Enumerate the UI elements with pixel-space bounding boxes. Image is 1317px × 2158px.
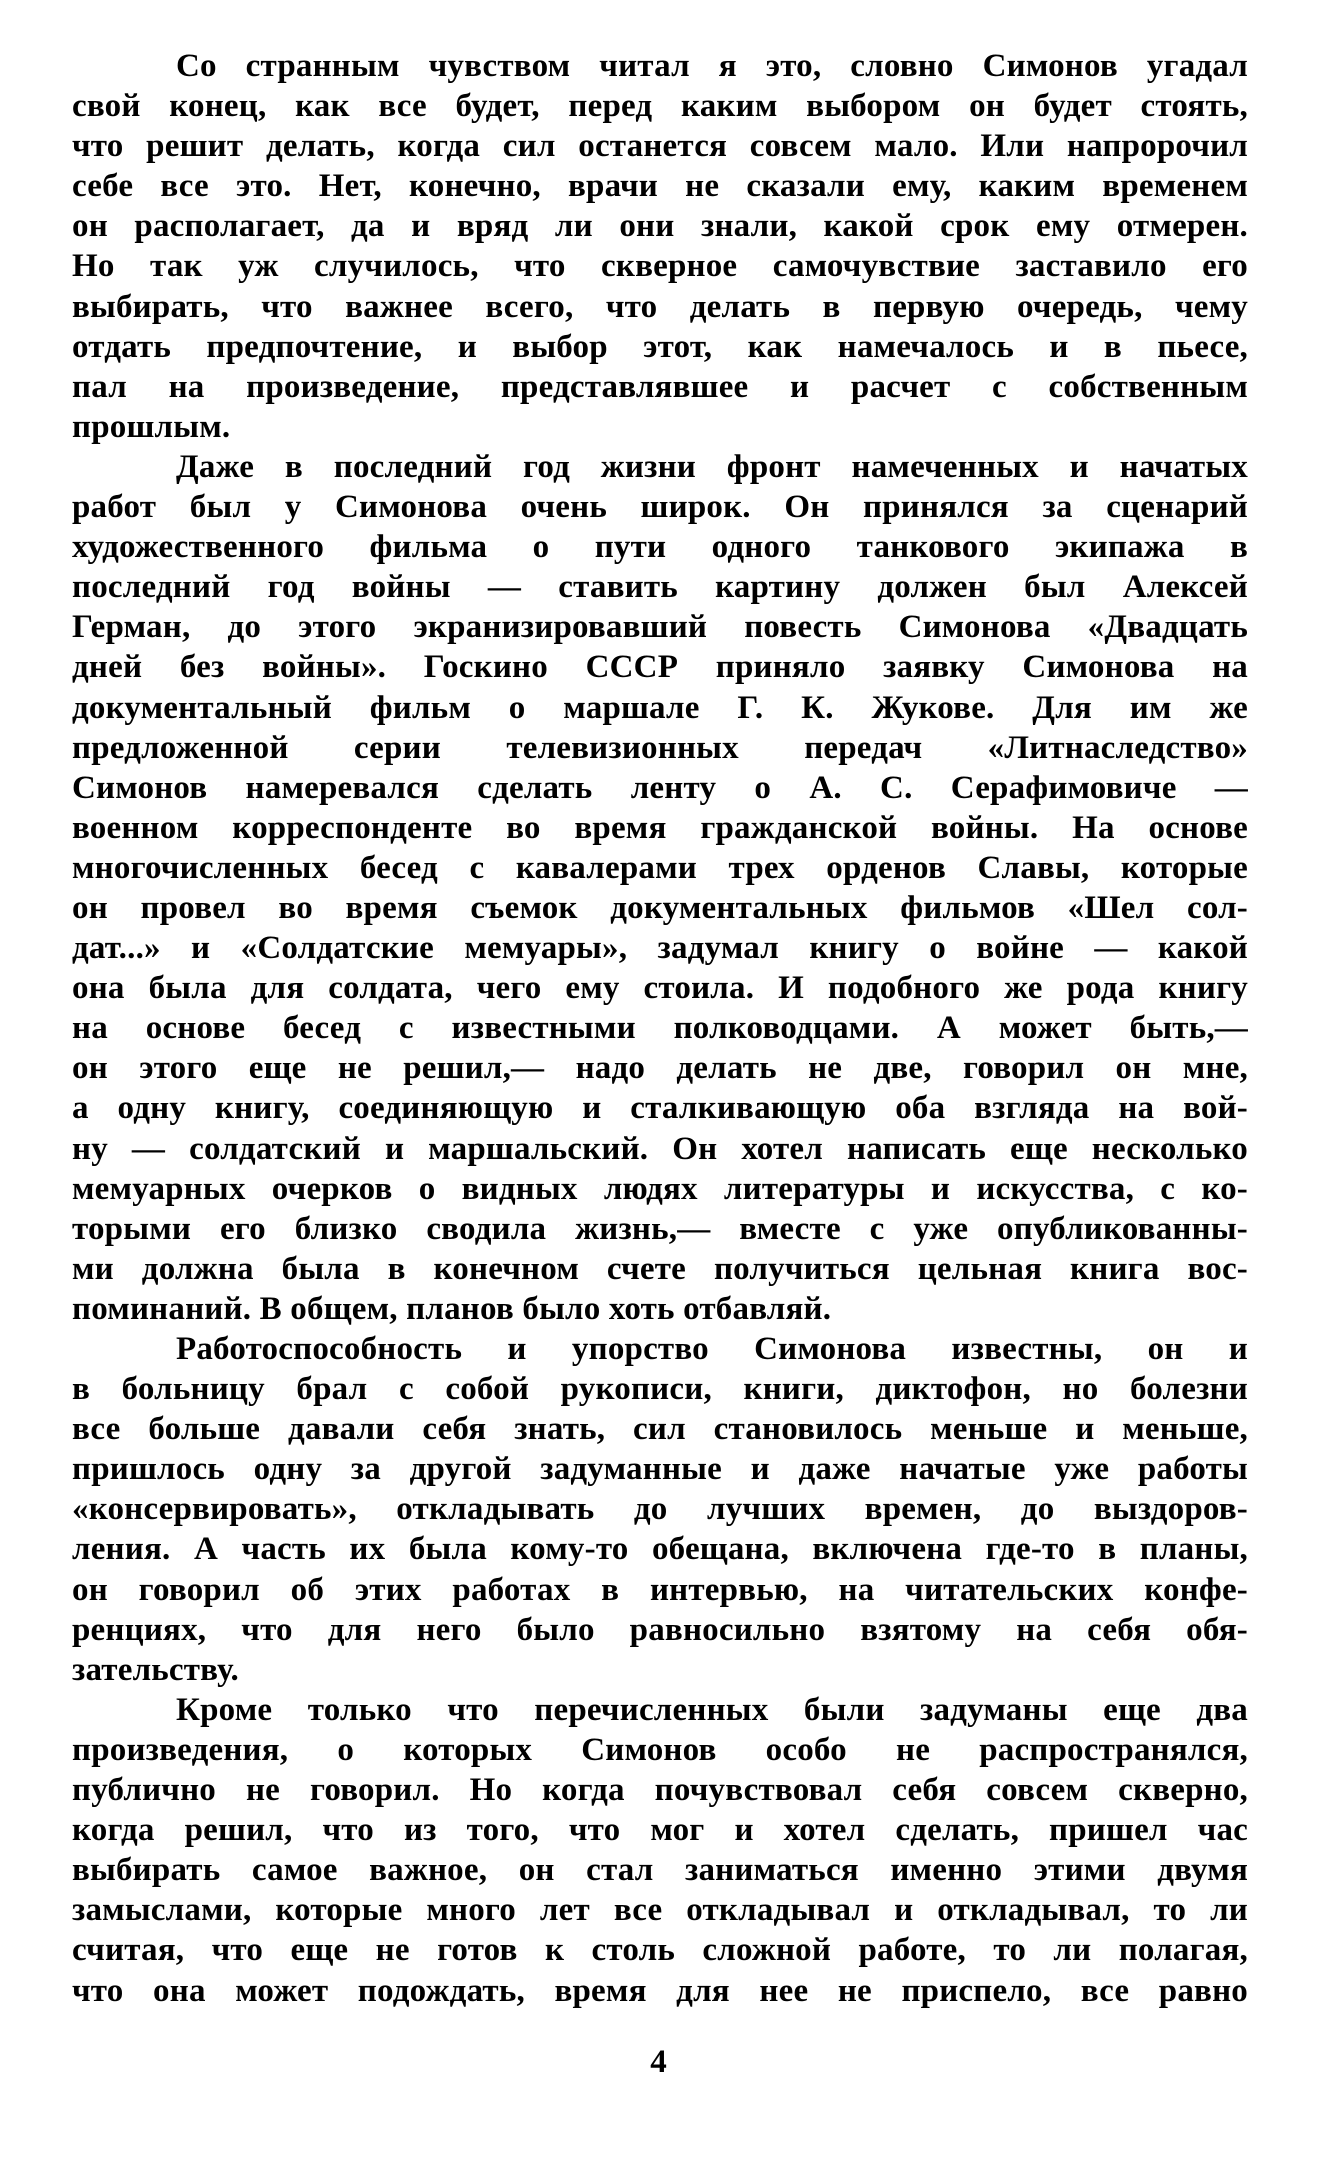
text-line: дней без войны». Госкино СССР приняло заявку Симонова на [72, 649, 1248, 686]
text-line: на основе бесед с известными полководцами. А может быть,— [72, 1010, 1248, 1047]
text-line: работ был у Симонова очень широк. Он принялся за сценарий [72, 489, 1248, 526]
text-line: Но так уж случилось, что скверное самочувствие заставило его [72, 248, 1248, 285]
paragraph-2 [72, 447, 1248, 1329]
text-line: он располагает, да и вряд ли они знали, какой срок ему отмерен. [72, 208, 1248, 245]
text-line: себе все это. Нет, конечно, врачи не сказали ему, каким временем [72, 168, 1248, 205]
text-line: пал на произведение, представлявшее и расчет с собственным [72, 368, 1248, 405]
text-line: она была для солдата, чего ему стоила. И подобного же рода книгу [72, 970, 1248, 1007]
text-line: отдать предпочтение, и выбор этот, как намечалось и в пьесе, [72, 328, 1248, 365]
text-line: выбирать, что важнее всего, что делать в первую очередь, чему [72, 288, 1248, 325]
text-line: он провел во время съемок документальных фильмов «Шел сол- [72, 889, 1248, 926]
text-line: Со странным чувством читал я это, словно Симонов угадал [176, 48, 1248, 84]
body-text [72, 46, 1248, 2011]
text-line: предложенной серии телевизионных передач «Литнаследство» [72, 729, 1248, 766]
text-line: в больницу брал с собой рукописи, книги, диктофон, но болезни [72, 1371, 1248, 1408]
paragraph-3 [72, 1329, 1248, 1690]
text-line: что решит делать, когда сил останется совсем мало. Или напророчил [72, 128, 1248, 165]
text-line: произведения, о которых Симонов особо не распространялся, [72, 1731, 1248, 1768]
text-line: ренциях, что для него было равносильно взятому на себя обя- [72, 1611, 1248, 1648]
text-line: документальный фильм о маршале Г. К. Жукове. Для им же [72, 689, 1248, 726]
text-line: поминаний. В общем, планов было хоть отбавляй. [72, 1290, 832, 1327]
text-line: когда решил, что из того, что мог и хотел сделать, пришел час [72, 1812, 1248, 1849]
text-line: считая, что еще не готов к столь сложной работе, то ли полагая, [72, 1932, 1248, 1969]
text-line: Работоспособность и упорство Симонова известны, он и [176, 1331, 1248, 1367]
paragraph-4 [72, 1690, 1248, 2011]
text-line: последний год войны — ставить картину должен был Алексей [72, 569, 1248, 606]
text-line: публично не говорил. Но когда почувствовал себя совсем скверно, [72, 1772, 1248, 1809]
text-line: прошлым. [72, 408, 231, 445]
text-line: он говорил об этих работах в интервью, на читательских конфе- [72, 1571, 1248, 1608]
text-line: Симонов намеревался сделать ленту о А. С. Серафимовиче — [72, 769, 1248, 806]
paragraph-1 [72, 46, 1248, 447]
text-line: ления. А часть их была кому-то обещана, включена где-то в планы, [72, 1531, 1248, 1568]
text-line: а одну книгу, соединяющую и сталкивающую оба взгляда на вой- [72, 1090, 1248, 1127]
text-line: что она может подождать, время для нее не приспело, все равно [72, 1972, 1248, 2009]
text-line: выбирать самое важное, он стал заниматься именно этими двумя [72, 1852, 1248, 1889]
text-line: многочисленных бесед с кавалерами трех орденов Славы, которые [72, 849, 1248, 886]
text-line: пришлось одну за другой задуманные и даже начатые уже работы [72, 1451, 1248, 1488]
text-line: военном корреспонденте во время гражданской войны. На основе [72, 809, 1248, 846]
text-line: Даже в последний год жизни фронт намеченных и начатых [176, 448, 1248, 485]
text-line: ну — солдатский и маршальский. Он хотел написать еще несколько [72, 1130, 1248, 1167]
text-line: торыми его близко сводила жизнь,— вместе с уже опубликованны- [72, 1210, 1248, 1247]
text-line: замыслами, которые много лет все откладывал и откладывал, то ли [72, 1892, 1248, 1929]
text-line: дат...» и «Солдатские мемуары», задумал книгу о войне — какой [72, 930, 1248, 967]
text-line: зательству. [72, 1651, 239, 1688]
text-line: Кроме только что перечисленных были задуманы еще два [176, 1691, 1248, 1728]
text-line: Герман, до этого экранизировавший повесть Симонова «Двадцать [72, 609, 1248, 646]
text-line: свой конец, как все будет, перед каким выбором он будет стоять, [72, 88, 1248, 125]
text-line: ми должна была в конечном счете получиться цельная книга вос- [72, 1250, 1248, 1287]
text-line: он этого еще не решил,— надо делать не две, говорил он мне, [72, 1050, 1248, 1087]
text-line: мемуарных очерков о видных людях литературы и искусства, с ко- [72, 1170, 1248, 1207]
text-line: «консервировать», откладывать до лучших времен, до выздоров- [72, 1491, 1248, 1528]
text-line: художественного фильма о пути одного танкового экипажа в [72, 529, 1248, 566]
text-line: все больше давали себя знать, сил становилось меньше и меньше, [72, 1411, 1248, 1448]
page-number: 4 [650, 2044, 667, 2080]
